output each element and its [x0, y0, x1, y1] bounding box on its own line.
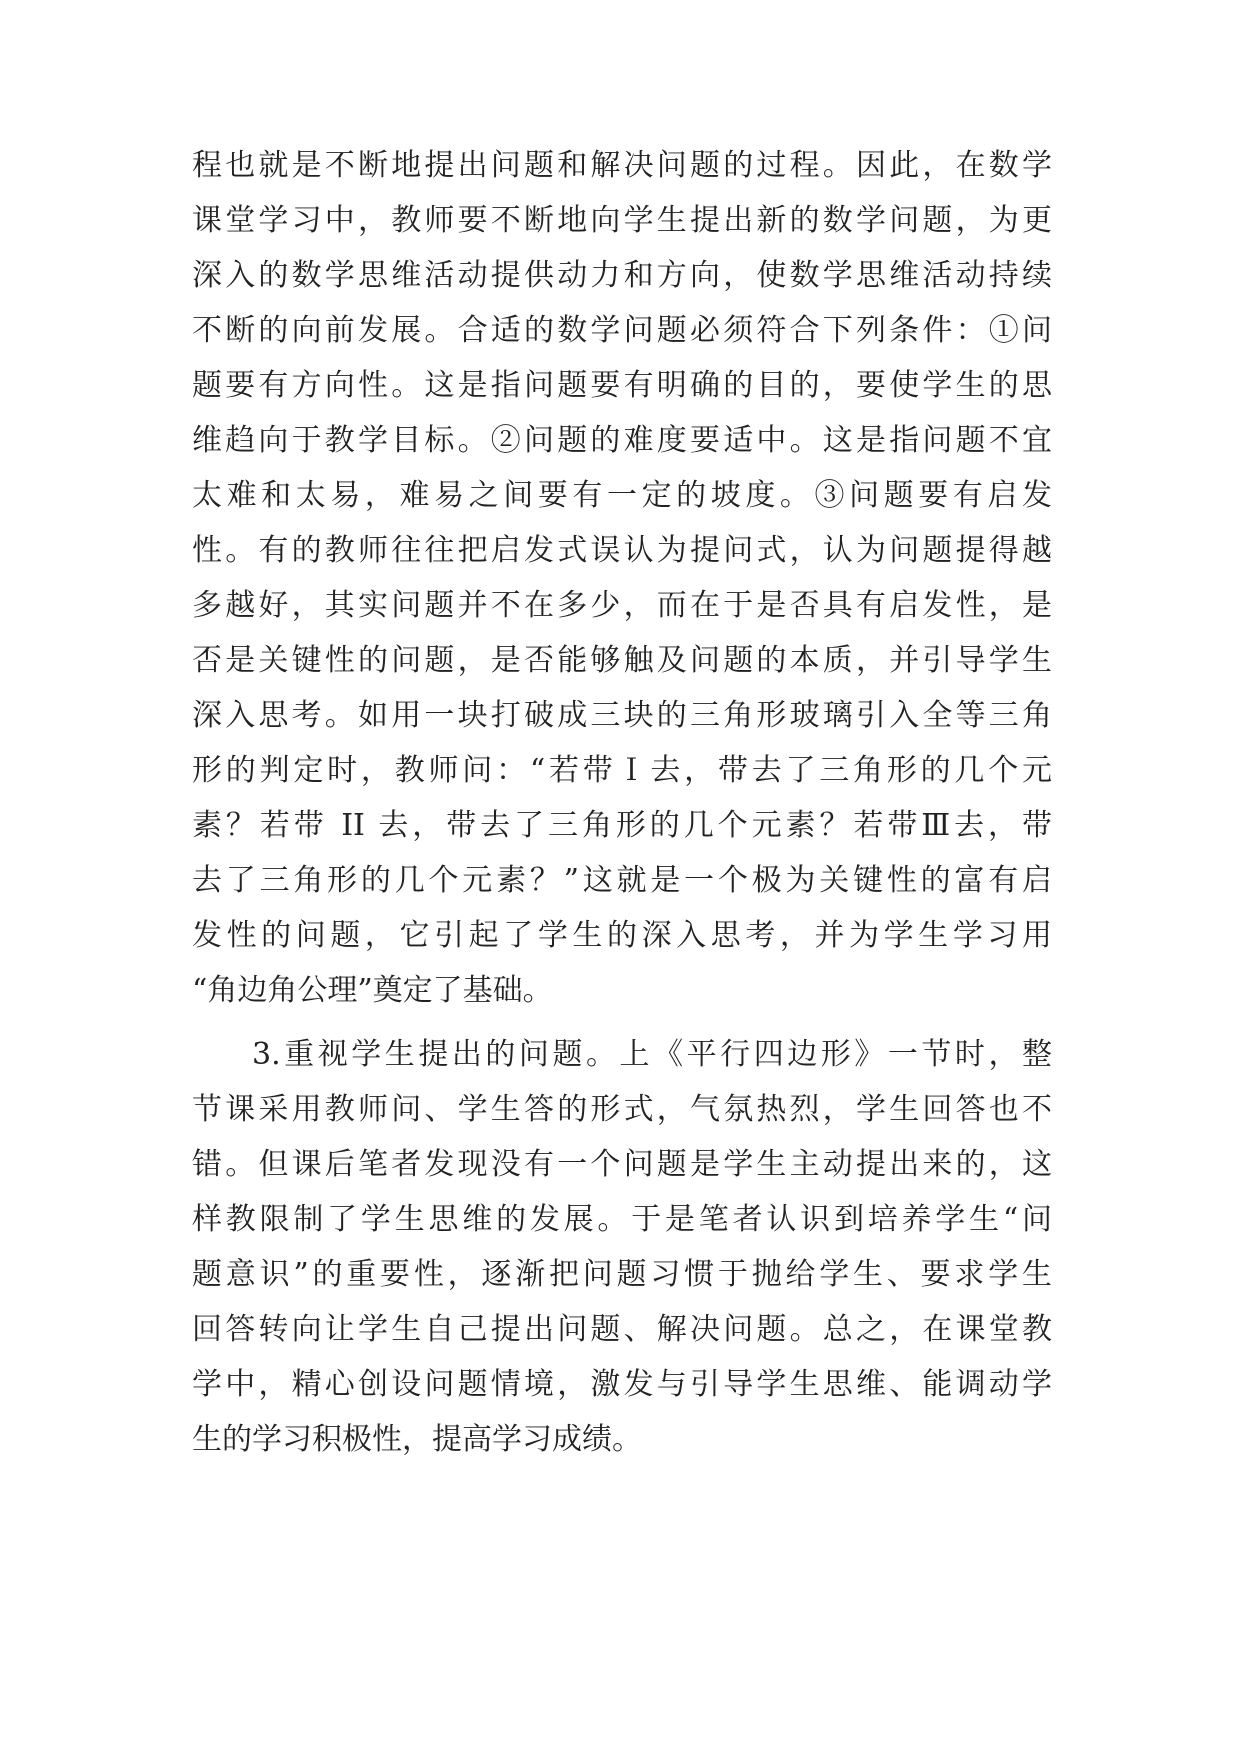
text-line: 程也就是不断地提出问题和解决问题的过程。因此，在数学 — [192, 148, 1052, 183]
text-line: 3.重视学生提出的问题。上《平行四边形》一节时，整 — [252, 1037, 1052, 1072]
text-line: 回答转向让学生自己提出问题、解决问题。总之，在课堂教 — [192, 1312, 1052, 1347]
text-line: 形的判定时，教师问：“若带Ｉ去，带去了三角形的几个元 — [192, 753, 1052, 788]
text-line: 去了三角形的几个元素？”这就是一个极为关键性的富有启 — [192, 863, 1052, 898]
text-line: 深入的数学思维活动提供动力和方向，使数学思维活动持续 — [192, 258, 1052, 293]
text-line: 发性的问题，它引起了学生的深入思考，并为学生学习用 — [192, 918, 1052, 953]
text-line: 题要有方向性。这是指问题要有明确的目的，要使学生的思 — [192, 368, 1052, 403]
text-line: 节课采用教师问、学生答的形式，气氛热烈，学生回答也不 — [192, 1092, 1052, 1127]
text-line: 样教限制了学生思维的发展。于是笔者认识到培养学生“问 — [192, 1202, 1052, 1237]
text-line: 太难和太易，难易之间要有一定的坡度。③问题要有启发 — [192, 478, 1052, 513]
text-line: 素？若带 II 去，带去了三角形的几个元素？若带Ⅲ去，带 — [192, 808, 1052, 843]
text-line: 课堂学习中，教师要不断地向学生提出新的数学问题，为更 — [192, 203, 1052, 238]
text-line: 多越好，其实问题并不在多少，而在于是否具有启发性，是 — [192, 588, 1052, 623]
text-line: 学中，精心创设问题情境，激发与引导学生思维、能调动学 — [192, 1367, 1052, 1402]
text-line: 题意识”的重要性，逐渐把问题习惯于抛给学生、要求学生 — [192, 1257, 1052, 1292]
text-line: “角边角公理”奠定了基础。 — [192, 973, 553, 1008]
text-line: 否是关键性的问题，是否能够触及问题的本质，并引导学生 — [192, 643, 1052, 678]
text-line: 维趋向于教学目标。②问题的难度要适中。这是指问题不宜 — [192, 423, 1052, 458]
text-line: 错。但课后笔者发现没有一个问题是学生主动提出来的，这 — [192, 1147, 1052, 1182]
text-line: 不断的向前发展。合适的数学问题必须符合下列条件：①问 — [192, 313, 1052, 348]
text-line: 深入思考。如用一块打破成三块的三角形玻璃引入全等三角 — [192, 698, 1052, 733]
text-line: 生的学习积极性，提高学习成绩。 — [192, 1422, 642, 1457]
text-line: 性。有的教师往往把启发式误认为提问式，认为问题提得越 — [192, 533, 1052, 568]
